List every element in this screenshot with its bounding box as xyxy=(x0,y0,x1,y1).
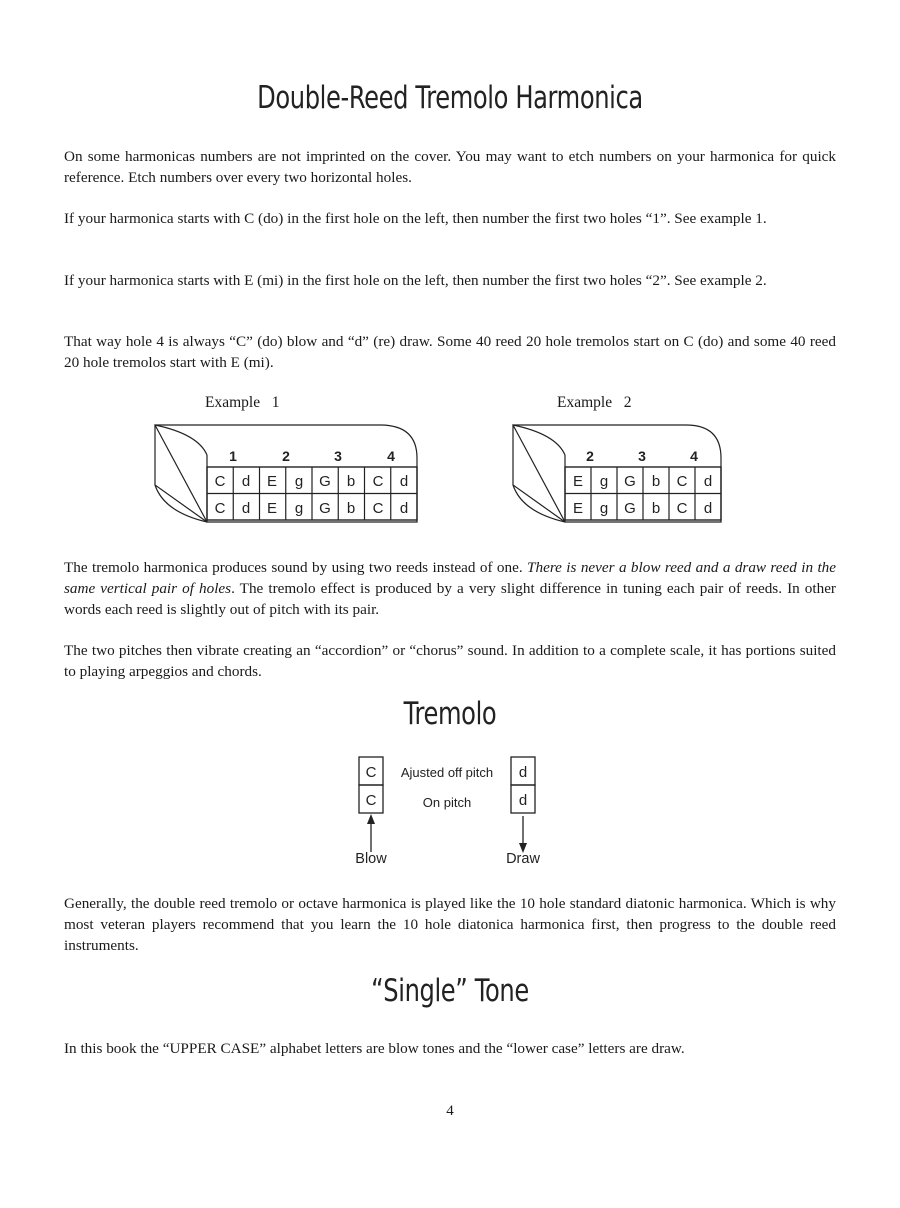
reed-note: b xyxy=(346,500,356,517)
hole-number: 3 xyxy=(334,448,342,464)
tremolo-paragraph-1 xyxy=(64,557,836,620)
reed-note: g xyxy=(294,500,304,517)
hole-number: 3 xyxy=(638,448,646,464)
reed-note: g xyxy=(294,473,304,490)
harmonica-example-2 xyxy=(508,420,728,530)
page-title: Double-Reed Tremolo Harmonica xyxy=(257,80,643,116)
reed-note: g xyxy=(599,500,609,517)
reed-note: E xyxy=(572,473,584,490)
general-paragraph: Generally, the double reed tremolo or octave harmonica is played like the 10 hole standard diatonic harmonica. Which is why most veteran players recommend that you learn the 10 hole diatonica harmonica first, then progress to the double reed instruments. xyxy=(64,895,836,954)
intro-paragraph-3: If your harmonica starts with E (mi) in the first hole on the left, then number the first two holes “2”. See example 2. xyxy=(64,272,767,289)
intro-paragraph-1: On some harmonicas numbers are not imprinted on the cover. You may want to etch numbers on your harmonica for quick reference. Etch numbers over every two horizontal holes. xyxy=(64,148,836,186)
hole-number: 1 xyxy=(229,448,237,464)
reed-note: d xyxy=(241,500,251,517)
tremolo-heading: Tremolo xyxy=(403,696,497,732)
reed-note: g xyxy=(599,473,609,490)
draw-label: Draw xyxy=(506,851,540,867)
reed-note: E xyxy=(266,473,278,490)
example-2-label: Example 2 xyxy=(557,394,632,411)
example-1-label: Example 1 xyxy=(205,394,280,411)
reed-note: d xyxy=(399,473,409,490)
reed-note: C xyxy=(372,500,384,517)
tremolo-paragraph-1-end: . The tremolo effect is produced by a very slight difference in tuning each pair of reeds. In other words each reed is slightly out of pitch with its pair. xyxy=(64,580,836,618)
reed-note: G xyxy=(624,473,636,490)
tremolo-paragraph-1-start: The tremolo harmonica produces sound by using two reeds instead of one. xyxy=(64,559,528,576)
reed-note: C xyxy=(214,473,226,490)
hole-number: 4 xyxy=(690,448,698,464)
reed-note: d xyxy=(399,500,409,517)
harmonica-example-1 xyxy=(150,420,425,530)
reed-note: C xyxy=(372,473,384,490)
reed-note: C xyxy=(676,473,688,490)
intro-paragraph-4: That way hole 4 is always “C” (do) blow and “d” (re) draw. Some 40 reed 20 hole tremolos start on C (do) and some 40 reed 20 hole tremolos start with E (mi). xyxy=(64,333,836,371)
reed-note: C xyxy=(365,792,377,809)
tremolo-paragraph-1-italic: There is never a blow reed and a draw reed in the same vertical pair of holes xyxy=(64,559,836,597)
reed-note: d xyxy=(703,500,713,517)
single-tone-heading: “Single” Tone xyxy=(371,973,529,1009)
reed-note: E xyxy=(572,500,584,517)
hole-number: 4 xyxy=(387,448,395,464)
reed-note: b xyxy=(651,473,661,490)
on-pitch-label: On pitch xyxy=(422,795,472,810)
tremolo-paragraph-2: The two pitches then vibrate creating an “accordion” or “chorus” sound. In addition to a complete scale, it has portions suited to playing arpeggios and chords. xyxy=(64,642,836,680)
reed-note: E xyxy=(266,500,278,517)
blow-label: Blow xyxy=(355,851,387,867)
reed-note: C xyxy=(214,500,226,517)
off-pitch-label: Ajusted off pitch xyxy=(400,765,494,780)
reed-note: d xyxy=(241,473,251,490)
page-number: 4 xyxy=(446,1103,454,1119)
hole-number: 2 xyxy=(586,448,594,464)
reed-note: C xyxy=(676,500,688,517)
intro-paragraph-2: If your harmonica starts with C (do) in the first hole on the left, then number the first two holes “1”. See example 1. xyxy=(64,210,767,227)
tremolo-diagram xyxy=(340,750,570,875)
reed-note: G xyxy=(319,473,331,490)
reed-note: b xyxy=(346,473,356,490)
reed-note: d xyxy=(518,792,528,809)
hole-number: 2 xyxy=(282,448,290,464)
reed-note: C xyxy=(365,764,377,781)
reed-note: G xyxy=(319,500,331,517)
reed-note: G xyxy=(624,500,636,517)
reed-note: d xyxy=(518,764,528,781)
reed-note: d xyxy=(703,473,713,490)
single-tone-paragraph: In this book the “UPPER CASE” alphabet letters are blow tones and the “lower case” letters are draw. xyxy=(64,1040,685,1057)
reed-note: b xyxy=(651,500,661,517)
